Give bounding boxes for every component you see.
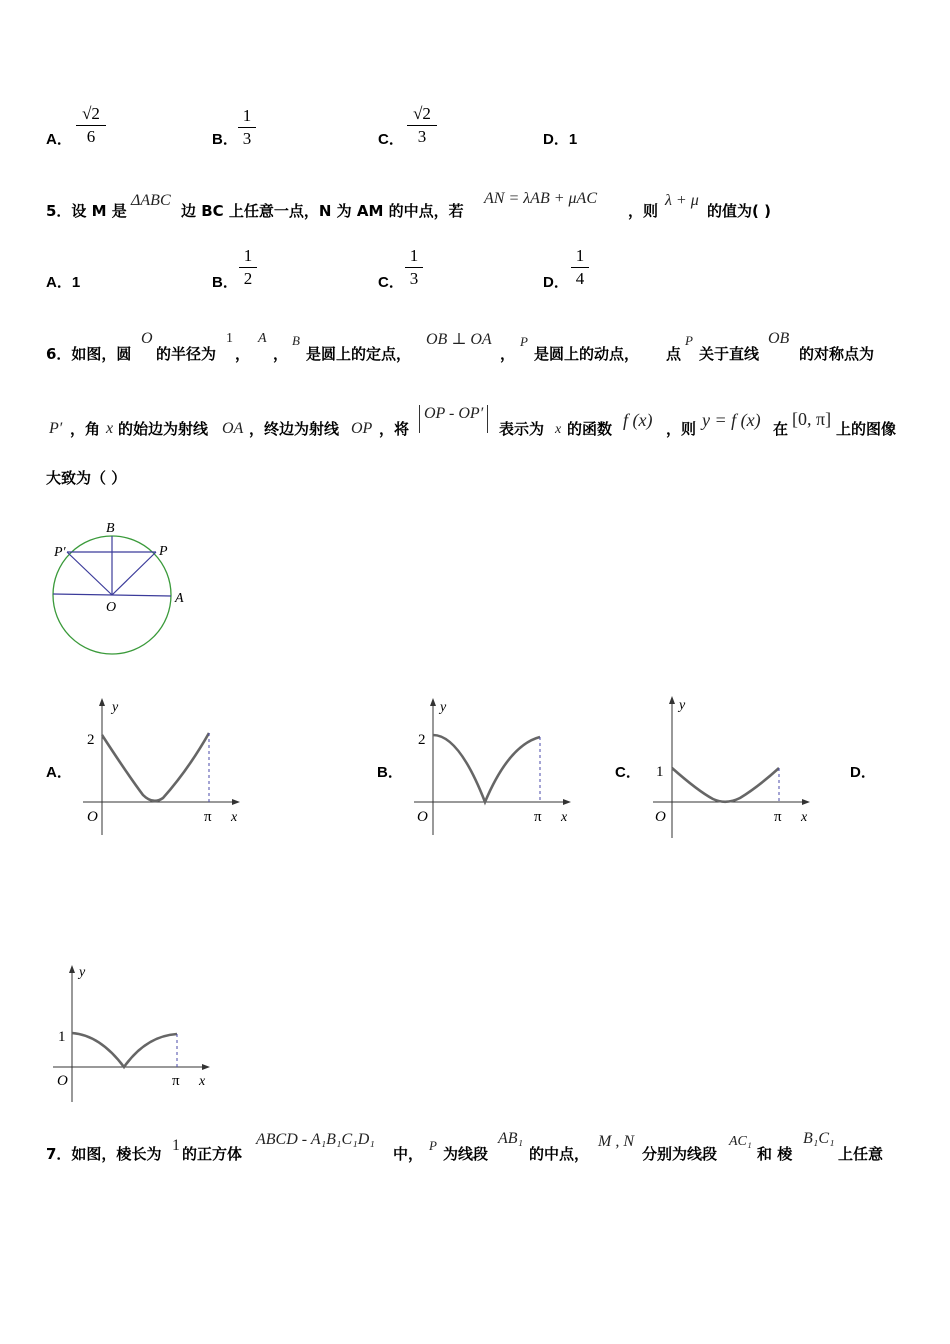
label-a: A [175, 591, 184, 606]
label-b: B [106, 521, 115, 536]
q6-text: 上的图像 [836, 420, 897, 438]
pi-label: π [204, 809, 212, 825]
q5-triangle: ΔABC [131, 192, 171, 209]
axis-label-x: x [801, 810, 808, 825]
q6-math-yfx: y = f (x) [702, 410, 761, 430]
q6-text: ，终边为射线 [249, 420, 340, 438]
pi-label: π [534, 809, 542, 825]
fraction-bar [76, 125, 106, 126]
q5-expression: λ + μ [665, 192, 699, 209]
q7-text: 7．如图，棱长为 [46, 1145, 162, 1163]
q4-option-a-fraction [76, 104, 106, 147]
x-axis-arrow [202, 1064, 210, 1070]
q7-text: 中， [393, 1145, 424, 1163]
q6-math-perp: OB ⊥ OA [426, 331, 492, 348]
q6-text: 表示为 [499, 420, 545, 438]
curve [102, 733, 209, 801]
x-axis-arrow [563, 799, 571, 805]
q5-option-b-label: B． [212, 274, 238, 291]
axis-label-y: y [112, 700, 119, 715]
fraction-bar [407, 125, 437, 126]
graph-c [648, 693, 823, 840]
q7-text: 的中点， [529, 1145, 590, 1163]
q4-option-a-label: A． [46, 131, 72, 148]
q6-line-3: 大致为（ ） [46, 469, 127, 487]
fraction-numerator: √2 [82, 104, 100, 123]
graph-a [78, 695, 253, 840]
q5-option-b-fraction [239, 246, 257, 289]
fraction-denominator: 3 [242, 129, 252, 148]
q4-option-c-label: C． [378, 131, 404, 148]
q6-math-pprime: P′ [49, 420, 63, 437]
q7-text: 分别为线段 [642, 1145, 718, 1163]
q5-number: 5．设 M 是 [46, 202, 127, 220]
q5-text2: ，则 [628, 202, 659, 220]
q6-text: 是圆上的定点， [306, 345, 412, 363]
axis-label-y: y [440, 700, 447, 715]
q7-text: 的正方体 [182, 1145, 243, 1163]
graph-b [409, 695, 584, 840]
q6-text: ， [235, 345, 251, 363]
fraction-denominator: 4 [575, 269, 585, 288]
q6-text: 是圆上的动点， [534, 345, 640, 363]
q5-text1: 边 BC 上任意一点，N 为 AM 的中点，若 [181, 202, 464, 220]
q6-text: 的函数 [567, 420, 613, 438]
q7-math-ac1: AC₁ [729, 1134, 752, 1149]
fraction-numerator: 1 [575, 246, 585, 265]
q5-option-c-label: C． [378, 274, 404, 291]
tick-label: 1 [656, 764, 664, 780]
fraction-bar [571, 267, 589, 268]
fraction-denominator: 2 [243, 269, 253, 288]
fraction-bar [238, 127, 256, 128]
q5-option-d-fraction [571, 246, 589, 289]
x-axis-arrow [232, 799, 240, 805]
q7-text: 和 棱 [757, 1145, 793, 1163]
fraction-numerator: √2 [413, 104, 431, 123]
fraction-denominator: 3 [409, 269, 419, 288]
q4-option-b-label: B． [212, 131, 238, 148]
q5-equation: AN = λAB + μAC [484, 190, 597, 207]
fraction-denominator: 3 [417, 127, 427, 146]
q6-text: ，将 [379, 420, 410, 438]
y-axis-arrow [430, 698, 436, 706]
q7-text: 上任意 [838, 1145, 884, 1163]
graph-d-label: D． [850, 764, 876, 781]
axis-label-x: x [561, 810, 568, 825]
q6-math-o: O [141, 330, 153, 347]
q7-math-one: 1 [172, 1137, 180, 1154]
tick-label: 2 [418, 732, 426, 748]
q7-math-b1c1: B₁C₁ [803, 1130, 835, 1147]
q7-math-p: P [429, 1138, 437, 1153]
curve [672, 768, 779, 802]
q6-math-b: B [292, 333, 300, 348]
q5-option-a: A．1 [46, 274, 81, 291]
q5-text3: 的值为( ) [707, 202, 771, 220]
label-p: P [159, 544, 168, 559]
q6-text: ， [500, 345, 516, 363]
origin-label: O [87, 809, 98, 825]
q6-math-p: P [520, 334, 528, 349]
y-axis-arrow [69, 965, 75, 973]
q6-math-x: x [106, 420, 114, 437]
q6-text: 的对称点为 [799, 345, 875, 363]
fraction-numerator: 1 [409, 246, 419, 265]
axis-label-x: x [199, 1074, 206, 1089]
curve [72, 1033, 177, 1067]
q7-text: 为线段 [443, 1145, 489, 1163]
fraction-denominator: 6 [86, 127, 96, 146]
axis-label-y: y [679, 698, 686, 713]
fraction-bar [239, 267, 257, 268]
graph-a-label: A． [46, 764, 72, 781]
q4-option-d: D．1 [543, 131, 578, 148]
q7-math-ab1: AB₁ [498, 1130, 524, 1147]
q6-math-x: x [555, 422, 562, 437]
q6-math-fx: f (x) [623, 410, 653, 430]
segment-op-prime [67, 552, 112, 595]
origin-label: O [57, 1073, 68, 1089]
q6-text: ， [273, 345, 289, 363]
q5-option-d-label: D． [543, 274, 569, 291]
graph-c-label: C． [615, 764, 641, 781]
q6-math-p: P [685, 333, 693, 348]
q6-text: 的半径为 [156, 345, 217, 363]
x-axis-arrow [802, 799, 810, 805]
q6-text: ，角 [70, 420, 101, 438]
graph-d [48, 960, 223, 1105]
pi-label: π [774, 809, 782, 825]
q6-text: 6．如图，圆 [46, 345, 132, 363]
q6-text: 点 [666, 345, 682, 363]
curve [433, 735, 540, 802]
fraction-bar [405, 267, 423, 268]
q6-text: ，则 [666, 420, 697, 438]
segment-op [112, 552, 156, 595]
label-o: O [106, 600, 117, 615]
fraction-numerator: 1 [242, 106, 252, 125]
y-axis-arrow [669, 696, 675, 704]
q6-math-abs: OP - OP′ [419, 405, 488, 433]
graph-b-label: B． [377, 764, 403, 781]
y-axis-arrow [99, 698, 105, 706]
label-p-prime: P′ [54, 545, 66, 560]
q6-math-ob: OB [768, 330, 790, 347]
axis-label-y: y [79, 965, 86, 980]
q7-math-mn: M , N [598, 1133, 634, 1150]
q6-text: 关于直线 [699, 345, 760, 363]
pi-label: π [172, 1073, 180, 1089]
axis-label-x: x [231, 810, 238, 825]
q6-math-op: OP [351, 420, 373, 437]
q6-math-one: 1 [226, 331, 233, 346]
q6-math-interval: [0, π] [792, 409, 832, 429]
origin-label: O [655, 809, 666, 825]
q6-text: 在 [773, 420, 789, 438]
q4-option-c-fraction [407, 104, 437, 147]
q6-math-a: A [258, 331, 267, 346]
q4-option-b-fraction [238, 106, 256, 149]
q5-option-c-fraction [405, 246, 423, 289]
q6-text: 的始边为射线 [118, 420, 209, 438]
q6-math-oa: OA [222, 420, 244, 437]
circle-figure [48, 518, 198, 658]
tick-label: 1 [58, 1029, 66, 1045]
fraction-numerator: 1 [243, 246, 253, 265]
q7-math-cube: ABCD - A₁B₁C₁D₁ [256, 1131, 375, 1148]
origin-label: O [417, 809, 428, 825]
tick-label: 2 [87, 732, 95, 748]
